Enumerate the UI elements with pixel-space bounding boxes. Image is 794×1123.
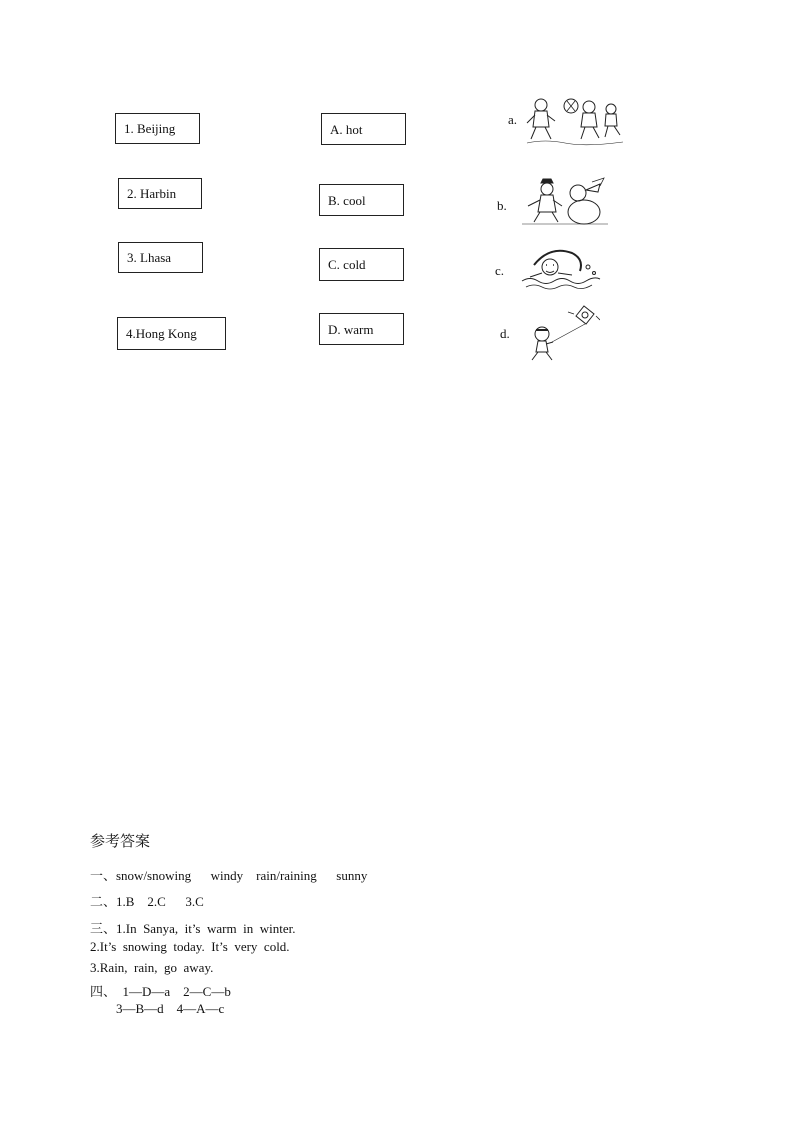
city-label: 4.Hong Kong xyxy=(126,326,197,341)
city-label: 3. Lhasa xyxy=(127,250,172,265)
picture-letter-d: d. xyxy=(500,326,510,341)
answer-line-7: 3—B—d 4—A—c xyxy=(90,1001,225,1016)
answer-line-5: 3.Rain, rain, go away. xyxy=(90,960,214,975)
child-flying-kite-picture xyxy=(528,304,600,364)
child-swimming-picture xyxy=(520,243,602,295)
city-box-lhasa xyxy=(118,242,203,273)
weather-label: D. warm xyxy=(328,321,374,337)
child-building-snowman-picture xyxy=(520,176,610,228)
answer-line-4: 2.It’s snowing today. It’s very cold. xyxy=(90,939,290,954)
weather-label: B. cool xyxy=(328,192,366,208)
weather-box-hot xyxy=(321,113,406,145)
weather-label: C. cold xyxy=(328,257,366,272)
weather-label: A. hot xyxy=(330,121,363,137)
weather-box-warm xyxy=(319,313,404,345)
answer-line-6: 四、 1—D—a 2—C—b xyxy=(90,984,231,999)
city-label: 1. Beijing xyxy=(124,121,176,136)
answer-key-title: 参考答案 xyxy=(90,832,151,850)
picture-letter-c: c. xyxy=(495,263,505,278)
city-box-beijing xyxy=(115,113,200,144)
picture-letter-a: a. xyxy=(508,112,518,127)
picture-letter-b: b. xyxy=(497,198,507,213)
city-box-hong-kong xyxy=(117,317,226,350)
answer-line-3: 三、1.In Sanya, it’s warm in winter. xyxy=(90,921,296,936)
weather-box-cool xyxy=(319,184,404,216)
weather-box-cold xyxy=(319,248,404,281)
city-box-harbin xyxy=(118,178,202,209)
children-playing-football-picture xyxy=(525,93,625,148)
answer-line-2: 二、1.B 2.C 3.C xyxy=(90,894,204,909)
answer-line-1: 一、snow/snowing windy rain/raining sunny xyxy=(90,868,368,883)
city-label: 2. Harbin xyxy=(127,186,177,201)
